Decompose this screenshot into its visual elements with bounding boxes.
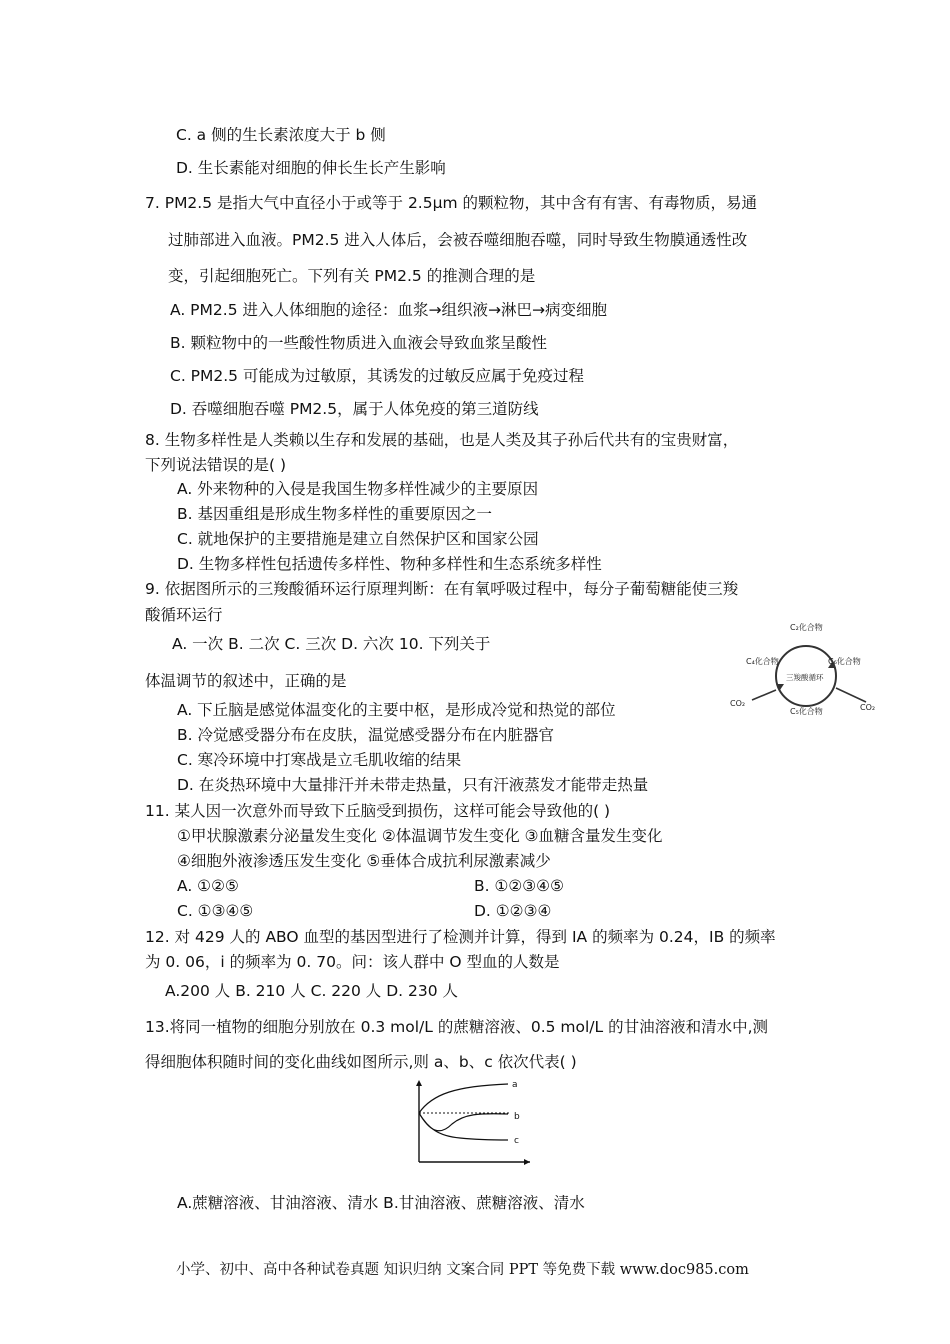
q10-option-c: C. 寒冷环境中打寒战是立毛肌收缩的结果 (177, 751, 462, 769)
curve-c-label: c (514, 1136, 519, 1146)
q6-option-d: D. 生长素能对细胞的伸长生长产生影响 (176, 159, 446, 177)
q10-option-b: B. 冷觉感受器分布在皮肤，温觉感受器分布在内脏器官 (177, 726, 554, 744)
q9-stem-line2: 酸循环运行 (145, 606, 223, 624)
q13-stem-line1: 13.将同一植物的细胞分别放在 0.3 mol/L 的蔗糖溶液、0.5 mol/L 的甘油溶液和清水中,测 (145, 1018, 769, 1036)
q10-option-d: D. 在炎热环境中大量排汗并未带走热量，只有汗液蒸发才能带走热量 (177, 776, 649, 794)
q7-stem-line3: 变，引起细胞死亡。下列有关 PM2.5 的推测合理的是 (168, 267, 536, 285)
cell-volume-curve-figure (408, 1076, 536, 1166)
q11-option-b: B. ①②③④⑤ (474, 877, 564, 895)
q8-stem-line1: 8. 生物多样性是人类赖以生存和发展的基础，也是人类及其子孙后代共有的宝贵财富， (145, 431, 739, 449)
q9-options: A. 一次 B. 二次 C. 三次 D. 六次 10. 下列关于 (172, 635, 491, 653)
page-footer: 小学、初中、高中各种试卷真题 知识归纳 文案合同 PPT 等免费下载 www.doc985.com (176, 1262, 749, 1278)
curve-a-label: a (512, 1080, 518, 1090)
q6-option-c: C. a 侧的生长素浓度大于 b 侧 (176, 126, 386, 144)
cycle-bottom-label: C₅化合物 (790, 707, 823, 716)
q11-option-c: C. ①③④⑤ (177, 902, 254, 920)
cycle-co2-left-label: CO₂ (730, 699, 746, 708)
q8-option-a: A. 外来物种的入侵是我国生物多样性减少的主要原因 (177, 480, 539, 498)
curve-b-label: b (514, 1112, 520, 1122)
cycle-center-label: 三羧酸循环 (786, 673, 824, 682)
q12-stem-line1: 12. 对 429 人的 ABO 血型的基因型进行了检测并计算，得到 IA 的频率为 0.24，IB 的频率 (145, 928, 776, 946)
q11-option-a: A. ①②⑤ (177, 877, 239, 895)
q10-stem: 体温调节的叙述中，正确的是 (145, 672, 347, 690)
tca-cycle-figure (728, 618, 880, 718)
q8-option-d: D. 生物多样性包括遗传多样性、物种多样性和生态系统多样性 (177, 555, 602, 573)
q7-option-b: B. 颗粒物中的一些酸性物质进入血液会导致血浆呈酸性 (170, 334, 547, 352)
q8-option-b: B. 基因重组是形成生物多样性的重要原因之一 (177, 505, 492, 523)
q9-stem-line1: 9. 依据图所示的三羧酸循环运行原理判断：在有氧呼吸过程中，每分子葡萄糖能使三羧 (145, 580, 739, 598)
q7-option-d: D. 吞噬细胞吞噬 PM2.5，属于人体免疫的第三道防线 (170, 400, 539, 418)
q8-stem-line2: 下列说法错误的是( ) (145, 456, 287, 474)
q13-options: A.蔗糖溶液、甘油溶液、清水 B.甘油溶液、蔗糖溶液、清水 (177, 1194, 585, 1212)
cycle-top-label: C₂化合物 (790, 623, 823, 632)
q10-option-a: A. 下丘脑是感觉体温变化的主要中枢，是形成冷觉和热觉的部位 (177, 701, 616, 719)
q13-stem-line2: 得细胞体积随时间的变化曲线如图所示,则 a、b、c 依次代表( ) (145, 1053, 577, 1071)
q12-stem-line2: 为 0. 06，i 的频率为 0. 70。问：该人群中 O 型血的人数是 (145, 953, 560, 971)
q11-items-line1: ①甲状腺激素分泌量发生变化 ②体温调节发生变化 ③血糖含量发生变化 (177, 827, 663, 845)
q11-stem: 11. 某人因一次意外而导致下丘脑受到损伤，这样可能会导致他的( ) (145, 802, 611, 820)
cycle-co2-right-label: CO₂ (860, 703, 876, 712)
q7-option-a: A. PM2.5 进入人体细胞的途径：血浆→组织液→淋巴→病变细胞 (170, 301, 607, 319)
cycle-left-label: C₄化合物 (746, 657, 779, 666)
q7-option-c: C. PM2.5 可能成为过敏原，其诱发的过敏反应属于免疫过程 (170, 367, 584, 385)
q8-option-c: C. 就地保护的主要措施是建立自然保护区和国家公园 (177, 530, 539, 548)
q11-option-d: D. ①②③④ (474, 902, 552, 920)
curve-a (419, 1084, 508, 1113)
q12-options: A.200 人 B. 210 人 C. 220 人 D. 230 人 (165, 982, 459, 1000)
cycle-right-label: C₆化合物 (828, 657, 861, 666)
q7-stem-line2: 过肺部进入血液。PM2.5 进入人体后，会被吞噬细胞吞噬，同时导致生物膜通透性改 (168, 231, 748, 249)
q11-items-line2: ④细胞外液渗透压发生变化 ⑤垂体合成抗利尿激素减少 (177, 852, 551, 870)
q7-stem-line1: 7. PM2.5 是指大气中直径小于或等于 2.5μm 的颗粒物，其中含有有害、有毒物质，易通 (145, 194, 757, 212)
